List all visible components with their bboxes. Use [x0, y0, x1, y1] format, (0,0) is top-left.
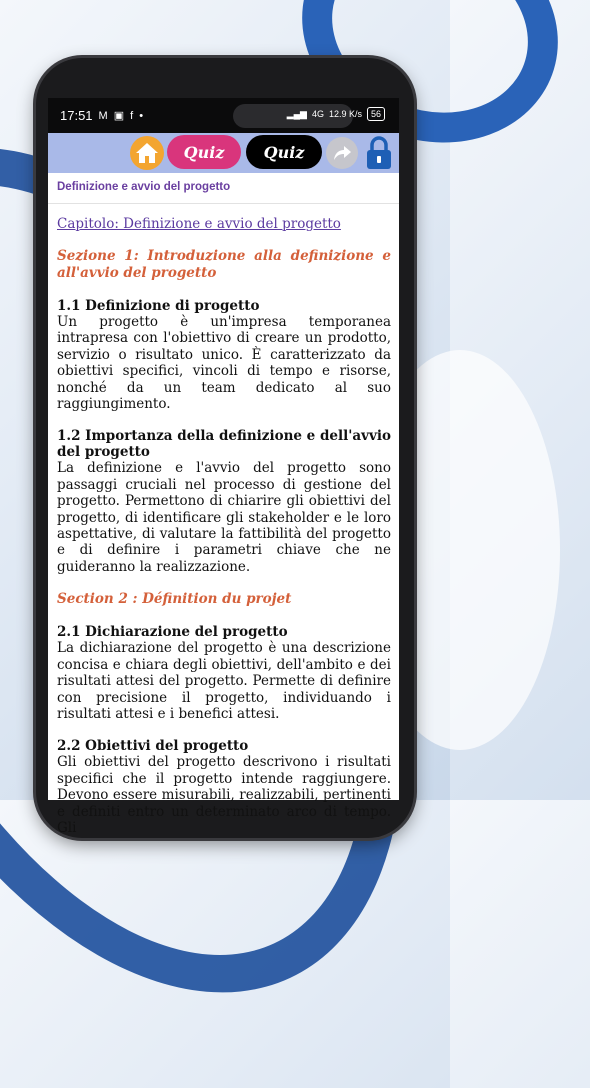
- gmail-icon: M: [98, 109, 108, 122]
- quiz-pink-label: Quiz: [183, 142, 225, 162]
- lesson-content: [57, 216, 391, 852]
- subsection-title: 1.2 Importanza della definizione e dell'avvio del progetto: [57, 428, 391, 461]
- dot-icon: •: [139, 109, 144, 122]
- network-type: 4G: [311, 109, 324, 119]
- status-bar: [48, 98, 399, 133]
- breadcrumb: Definizione e avvio del progetto: [57, 181, 231, 193]
- battery-level: 56: [370, 109, 381, 119]
- network-speed: 12.9 K/s: [328, 109, 362, 119]
- home-icon: [135, 142, 159, 164]
- share-icon: [332, 144, 352, 162]
- section-title: Sezione 1: Introduzione alla definizione e all'avvio del progetto: [57, 248, 391, 281]
- quiz-black-label: Quiz: [263, 142, 305, 162]
- quiz-button-pink[interactable]: [167, 135, 241, 169]
- paragraph: Un progetto è un'impresa temporanea intrapresa con l'obiettivo di creare un prodotto, servizio o risultato unico. È caratterizzato da obiettivi specifici, vincoli di tempo e risorse, nonché da un team dedicato al suo raggiungimento.: [57, 314, 391, 413]
- status-time: 17:51: [60, 108, 93, 123]
- divider: [48, 203, 399, 204]
- outlook-icon: ▣: [113, 110, 125, 122]
- subsection-title: 1.1 Definizione di progetto: [57, 298, 260, 314]
- lock-icon: [364, 135, 394, 171]
- phone-screen: [48, 98, 399, 836]
- paragraph: Gli obiettivi del progetto descrivono i risultati specifici che il progetto intende raggiungere. Devono essere misurabili, realizzabili, pertinenti e definiti entro un determinato arco di tempo. Gli: [57, 754, 391, 836]
- paragraph: La dichiarazione del progetto è una descrizione concisa e chiara degli obiettivi, dell'ambito e dei risultati attesi del progetto. Permette di definire con precisione il progetto, individuando i risultati attesi e i benefici attesi.: [57, 640, 391, 722]
- subsection-title: 2.2 Obiettivi del progetto: [57, 738, 249, 755]
- facebook-icon: f: [130, 109, 134, 122]
- signal-icon: ▂▄▆: [286, 108, 307, 119]
- chapter-title[interactable]: Capitolo: Definizione e avvio del progetto: [57, 216, 341, 232]
- section-title: Section 2 : Définition du projet: [57, 591, 292, 608]
- paragraph: La definizione e l'avvio del progetto sono passaggi cruciali nel processo di gestione del progetto. Permettono di chiarire gli obiettivi del progetto, di identificare gli stakeholder e le loro aspettative, di valutare la fattibilità del progetto e di definire i parametri chiave che ne guideranno la realizzazione.: [57, 460, 391, 575]
- app-toolbar: [48, 133, 399, 173]
- quiz-button-black[interactable]: [246, 135, 322, 169]
- lock-button[interactable]: [364, 135, 394, 171]
- home-button[interactable]: [130, 136, 164, 170]
- subsection-title: 2.1 Dichiarazione del progetto: [57, 624, 288, 641]
- battery-icon: [367, 107, 385, 121]
- share-button[interactable]: [326, 137, 358, 169]
